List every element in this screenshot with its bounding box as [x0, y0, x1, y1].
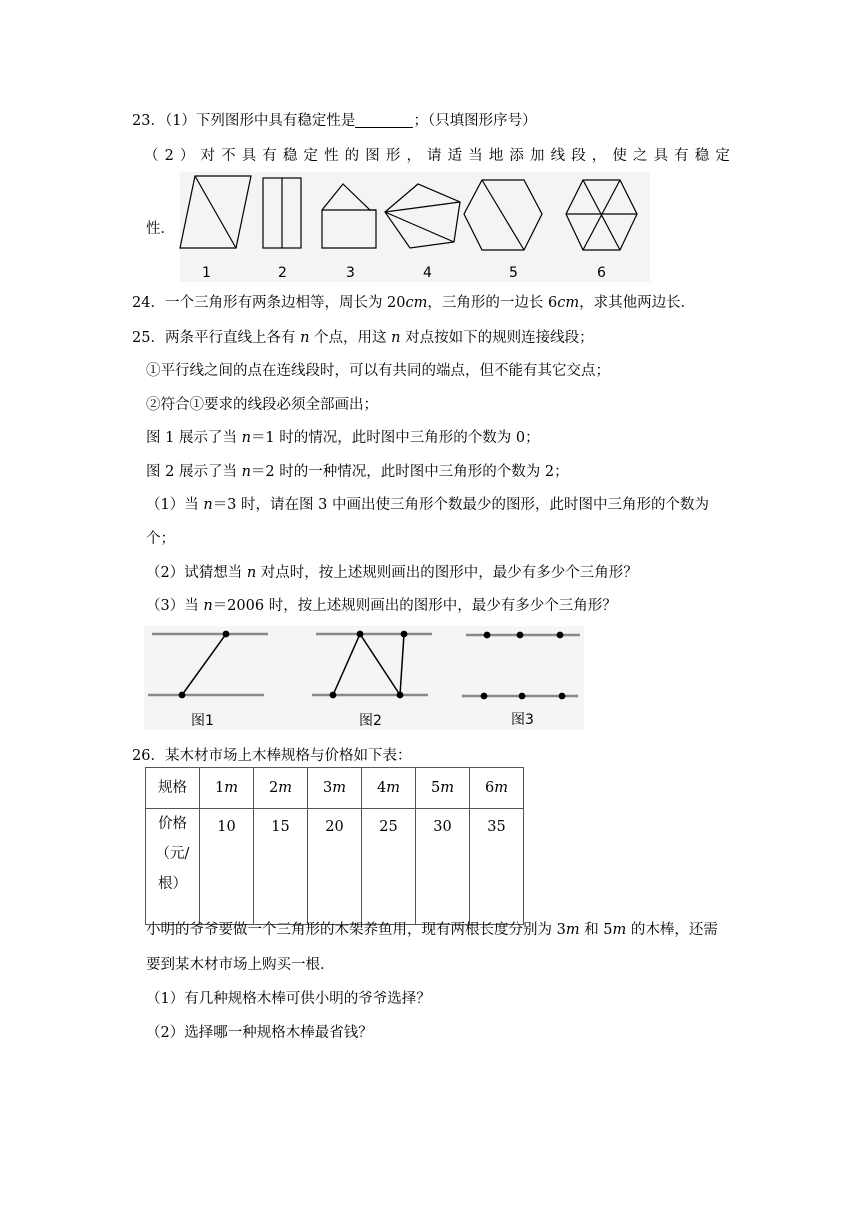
q25-text-part: ＝2006 时，按上述规则画出的图形中，最少有多少个三角形？	[212, 598, 617, 614]
q25-text-part: ＝1 时的情况，此时图中三角形的个数为 0；	[250, 430, 540, 446]
spec-cell	[308, 768, 362, 809]
spec-cell	[470, 768, 524, 809]
answer-blank	[355, 111, 413, 128]
unit-m: m	[386, 780, 400, 796]
q25-text-part: 个点，用这	[309, 330, 392, 346]
q23-part2-char: 的	[344, 148, 360, 164]
q24-text	[132, 293, 695, 313]
var-n: n	[241, 430, 251, 446]
q25-text-part: 图 1 展示了当	[146, 430, 242, 446]
q23-part2-char: ）	[179, 148, 195, 164]
spec-header: 规格	[146, 768, 200, 809]
q23-part2-char: 定	[715, 148, 730, 164]
q23-part1-text: （1）下列图形中具有稳定性是	[164, 113, 356, 129]
q23-part2-char: 适	[447, 148, 463, 164]
q23-part2-char: 之	[632, 148, 648, 164]
price-cell: 25	[362, 809, 416, 925]
var-n: n	[300, 330, 310, 346]
q25-text-part: （3）当	[146, 598, 204, 614]
q23-part2-char: 添	[509, 148, 524, 164]
q25-text-part: ＝3 时，请在图 3 中画出使三角形个数最少的图形，此时图中三角形的个数为	[212, 497, 709, 513]
point	[519, 693, 526, 700]
spec-cell	[200, 768, 254, 809]
spec-value: 2m	[269, 780, 292, 796]
q23-part2-char: 使	[612, 148, 627, 164]
q26-text-part: 小明的爷爷要做一个三角形的木架养鱼用，现有两根长度分别为 3	[146, 922, 566, 938]
point	[397, 692, 404, 699]
q23-part2-char: 定	[303, 148, 318, 164]
price-cell: 20	[308, 809, 362, 925]
q24-text-part: ，求其他两边长．	[579, 295, 696, 311]
unit-m: m	[565, 922, 580, 938]
figure-label-fig2: 图2	[359, 713, 382, 729]
q23-part2-char: 稳	[282, 148, 298, 164]
var-n: n	[391, 330, 401, 346]
unit-cm: cm	[405, 295, 428, 311]
q24-text-part: ，三角形的一边长 6	[427, 295, 558, 311]
price-cell: 30	[416, 809, 470, 925]
q23-part2-char: 2	[164, 148, 174, 164]
q23-part2-char: 对	[200, 148, 216, 164]
q25-sub-2	[146, 563, 638, 583]
q26-body-2: 要到某木材市场上购买一根．	[146, 957, 335, 973]
price-cell: 10	[200, 809, 254, 925]
q25-text-part: （2）试猜想当	[146, 565, 247, 581]
q23-part2-char: 图	[365, 148, 380, 164]
spec-cell	[254, 768, 308, 809]
unit-m: m	[440, 780, 454, 796]
q23-part2-char: 有	[674, 148, 689, 164]
q25-rule-2: ②符合①要求的线段必须全部画出；	[146, 397, 378, 413]
unit-m: m	[332, 780, 346, 796]
q25-text-part: 25．两条平行直线上各有	[132, 330, 301, 346]
q23-part2-char: 具	[653, 148, 669, 164]
point	[357, 631, 364, 638]
var-n: n	[203, 598, 213, 614]
table-row	[146, 768, 524, 809]
q25-sub-1	[146, 495, 709, 515]
unit-m: m	[224, 780, 238, 796]
var-n: n	[241, 464, 251, 480]
q23-part2-char: 稳	[694, 148, 710, 164]
q25-figures	[144, 626, 584, 730]
q23-part2-char: 形	[385, 148, 401, 164]
q23-part1-suffix: ；（只填图形序号）	[413, 113, 537, 129]
q25-intro	[132, 328, 594, 348]
q23-part2-char: 加	[530, 148, 545, 164]
price-table	[145, 767, 524, 925]
q23-part2-end: 性．	[146, 221, 175, 237]
q23-part2-char: ，	[591, 148, 607, 164]
q23-number: 23．	[132, 113, 165, 129]
q23-part2-char: 地	[488, 148, 504, 164]
figure-label-6: 6	[597, 265, 606, 281]
q26-text-part: 和 5	[579, 922, 613, 938]
q24-text-part: 24．一个三角形有两条边相等，周长为 20	[132, 295, 406, 311]
spec-value: 3m	[323, 780, 346, 796]
q25-text-part: ＝2 时的一种情况，此时图中三角形的个数为 2；	[250, 464, 569, 480]
q23-part2-char: 有	[262, 148, 277, 164]
price-cell: 15	[254, 809, 308, 925]
spec-value: 4m	[377, 780, 400, 796]
figure-label-3: 3	[346, 265, 355, 281]
price-cell: 35	[470, 809, 524, 925]
q23-part2-char: 请	[427, 148, 442, 164]
q23-part2-char: 性	[324, 148, 339, 164]
var-n: n	[203, 497, 213, 513]
q25-rule-1: ①平行线之间的点在连线段时，可以有共同的端点，但不能有其它交点；	[146, 363, 610, 379]
point	[557, 632, 564, 639]
price-header-line: 根）	[158, 876, 187, 892]
q26-text-part: 的木棒，还需	[626, 922, 718, 938]
q23-figures	[180, 172, 650, 282]
q25-figure-1-desc	[146, 428, 540, 448]
spec-cell	[362, 768, 416, 809]
unit-m: m	[612, 922, 627, 938]
spec-value: 5m	[431, 780, 454, 796]
table-row	[146, 809, 524, 925]
figure-label-2: 2	[278, 265, 287, 281]
q23-part1	[132, 111, 537, 131]
q25-text-part: 图 2 展示了当	[146, 464, 242, 480]
q25-text-part: 对点时，按上述规则画出的图形中，最少有多少个三角形？	[256, 565, 638, 581]
q26-sub-2: （2）选择哪一种规格木棒最省钱？	[146, 1025, 373, 1041]
point	[179, 692, 186, 699]
q23-part2-char: 不	[221, 148, 236, 164]
q23-part2-char: 线	[550, 148, 566, 164]
point	[481, 693, 488, 700]
unit-m: m	[494, 780, 508, 796]
price-header	[146, 809, 200, 925]
figure-panel	[180, 172, 650, 282]
price-header-line: （元/	[155, 846, 190, 862]
spec-cell	[416, 768, 470, 809]
unit-cm: cm	[557, 295, 580, 311]
q23-part2-char: ，	[406, 148, 421, 164]
var-n: n	[246, 565, 257, 581]
q26-body-1	[146, 920, 718, 940]
point	[223, 631, 230, 638]
spec-value: 6m	[485, 780, 508, 796]
point	[484, 632, 491, 639]
q23-part2-char: （	[144, 148, 159, 164]
q25-text-part: （1）当	[146, 497, 204, 513]
q26-intro: 26．某木材市场上木棒规格与价格如下表：	[132, 748, 412, 764]
spec-value: 1m	[215, 780, 238, 796]
q23-part2-char: 具	[241, 148, 257, 164]
price-header-line: 价格	[158, 816, 187, 832]
figure-label-4: 4	[423, 265, 432, 281]
figure-label-1: 1	[202, 265, 211, 281]
q23-part2	[144, 146, 730, 166]
point	[559, 693, 566, 700]
q23-part2-char: 段	[571, 148, 586, 164]
q23-part2-char: 当	[468, 148, 483, 164]
point	[330, 692, 337, 699]
q25-figure-2-desc	[146, 462, 569, 482]
q25-text-part: 对点按如下的规则连接线段；	[400, 330, 594, 346]
q25-sub-3	[146, 596, 617, 616]
point	[401, 631, 408, 638]
q26-sub-1: （1）有几种规格木棒可供小明的爷爷选择？	[146, 991, 431, 1007]
unit-m: m	[278, 780, 292, 796]
point	[517, 632, 524, 639]
figure-label-fig3: 图3	[511, 712, 534, 728]
q25-sub-1-cont: 个；	[146, 531, 175, 547]
figure-label-fig1: 图1	[191, 713, 214, 729]
figure-label-5: 5	[509, 265, 518, 281]
